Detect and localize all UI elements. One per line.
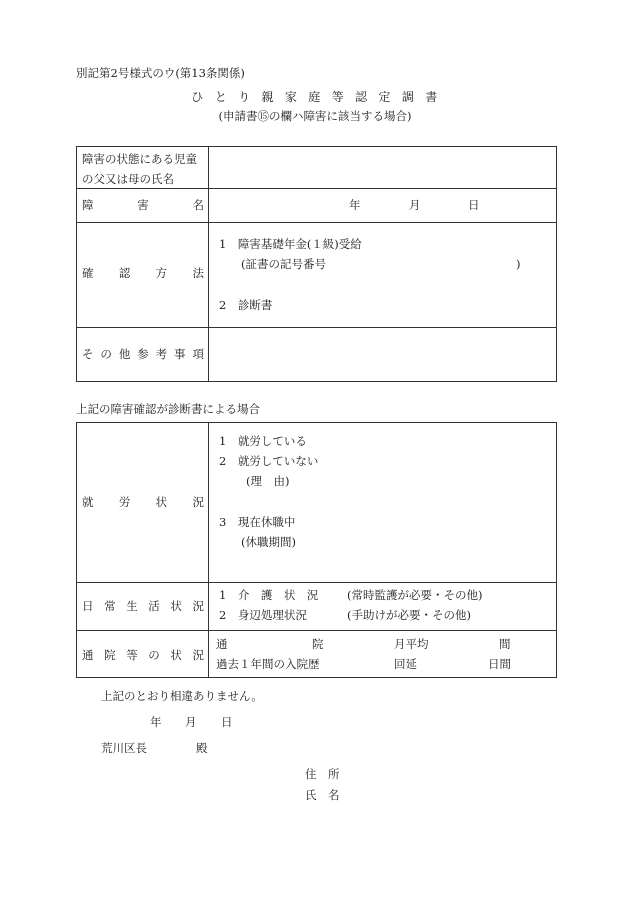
other-reference-label: そ の 他 参 考 事 項 <box>82 347 204 361</box>
table-2-column-divider <box>208 422 209 678</box>
name-label: 氏 名 <box>305 788 340 802</box>
employment-on-leave[interactable]: 3 現在休職中 <box>219 515 296 529</box>
other-reference-field[interactable] <box>209 328 556 381</box>
addressee: 荒川区長 <box>101 741 147 755</box>
method-pension-certificate-close: ) <box>516 257 521 271</box>
employment-not-employed[interactable]: 2 就労していない <box>219 454 319 468</box>
daily-self-care-note: (手助けが必要・その他) <box>347 608 471 622</box>
address-label: 住 所 <box>305 767 340 781</box>
footer-date-day: 日 <box>221 715 233 729</box>
confirmation-statement: 上記のとおり相違ありません。 <box>101 689 263 703</box>
disability-date-day: 日 <box>468 198 480 212</box>
visit-times-unit: 間 <box>499 637 511 651</box>
method-medical-certificate[interactable]: 2 診断書 <box>219 298 273 312</box>
visit-label-a: 通 <box>216 637 228 651</box>
section-2-heading: 上記の障害確認が診断書による場合 <box>76 402 260 416</box>
daily-care-note: (常時監護が必要・その他) <box>347 588 483 602</box>
disability-date-month: 月 <box>409 198 421 212</box>
addressee-honorific: 殿 <box>196 741 208 755</box>
document-subtitle: (申請書⑮の欄ハ障害に該当する場合) <box>218 109 412 123</box>
hospitalization-days: 日間 <box>488 657 511 671</box>
disability-date-year: 年 <box>349 198 361 212</box>
footer-date-year: 年 <box>150 715 162 729</box>
confirmation-method-label: 確 認 方 法 <box>82 266 204 280</box>
daily-self-care-status[interactable]: 2 身辺処理状況 <box>219 608 307 622</box>
form-reference: 別記第2号様式のウ(第13条関係) <box>76 66 245 80</box>
document-title: ひとり親家庭等認定調書 <box>191 90 449 104</box>
disability-name-label: 障 害 名 <box>82 198 204 212</box>
table-2-row-divider <box>76 630 557 631</box>
hospitalization-count: 回延 <box>394 657 417 671</box>
daily-life-label: 日 常 生 活 状 況 <box>82 599 204 613</box>
hospital-visit-label: 通 院 等 の 状 況 <box>82 648 204 662</box>
parent-name-label: 障害の状態にある児童の父又は母の氏名 <box>82 152 197 186</box>
parent-name-field[interactable] <box>209 147 556 188</box>
employment-employed[interactable]: 1 就労している <box>219 434 307 448</box>
past-year-hospitalization: 過去１年間の入院歴 <box>216 657 320 671</box>
employment-reason: (理 由) <box>246 474 290 488</box>
daily-care-status[interactable]: 1 介 護 状 況 <box>219 588 319 602</box>
employment-leave-period: (休職期間) <box>241 535 296 549</box>
table-1-row-divider <box>76 222 557 223</box>
visit-monthly-average: 月平均 <box>394 637 429 651</box>
employment-status-label: 就 労 状 況 <box>82 495 204 509</box>
visit-label-b: 院 <box>312 637 324 651</box>
table-2-row-divider <box>76 582 557 583</box>
method-pension-certificate: (証書の記号番号 <box>241 257 326 271</box>
footer-date-month: 月 <box>185 715 197 729</box>
method-pension[interactable]: 1 障害基礎年金(１級)受給 <box>219 237 362 251</box>
